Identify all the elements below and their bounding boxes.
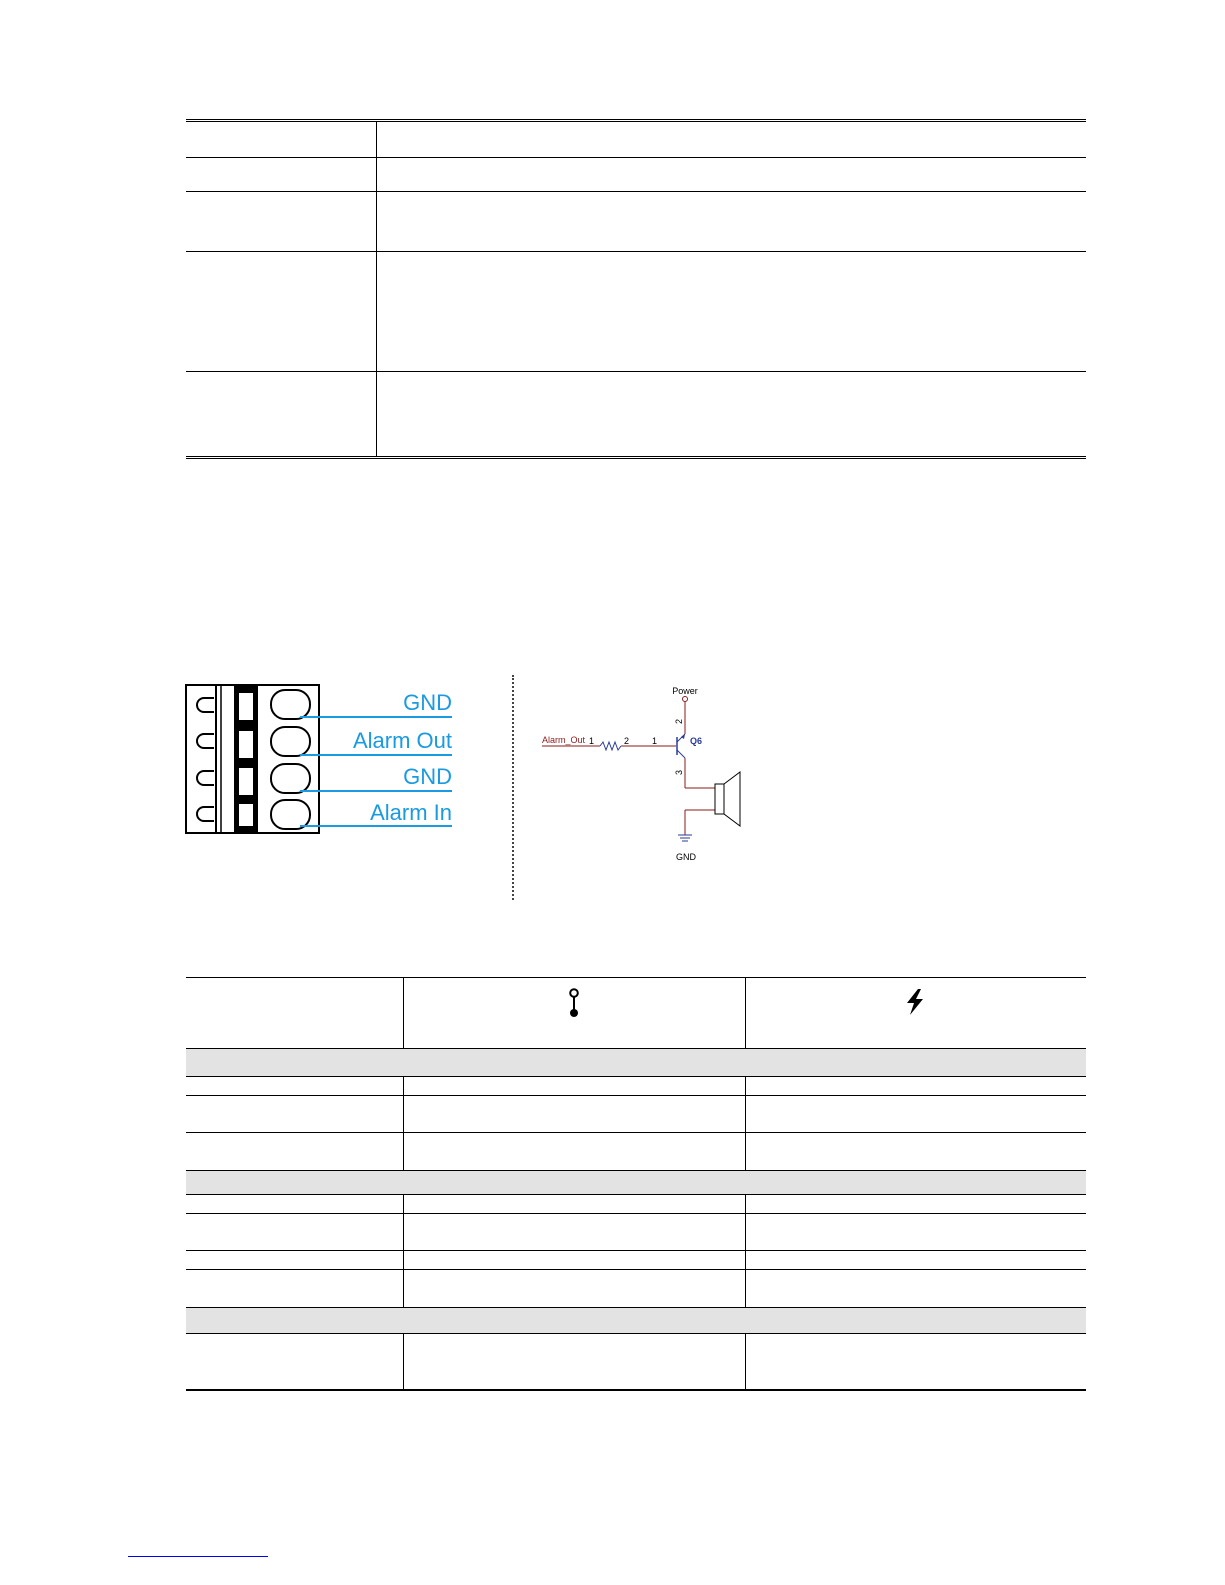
table-row	[186, 1214, 1086, 1251]
section-row	[186, 1171, 1086, 1195]
alarm-wiring-diagram	[180, 670, 800, 905]
section-row	[186, 1049, 1086, 1077]
alarm-out-schematic	[535, 680, 775, 880]
table-row	[186, 372, 1086, 456]
power-label: Power	[672, 686, 698, 696]
transistor-pin-3: 3	[674, 769, 684, 775]
transistor-pin-1: 1	[652, 736, 658, 746]
table-row	[186, 1195, 1086, 1214]
terminal-block-illustration	[180, 670, 510, 845]
transistor-pin-2: 2	[674, 718, 684, 724]
terminal-label-alarm-in: Alarm In	[370, 800, 452, 825]
table-row	[186, 1251, 1086, 1270]
table-row	[186, 122, 1086, 157]
top-table	[186, 119, 1086, 459]
resistor-pin-1: 1	[589, 736, 595, 746]
bottom-table	[186, 977, 1086, 1391]
section-row	[186, 1308, 1086, 1334]
transistor-label: Q6	[690, 736, 703, 746]
table-row	[186, 1334, 1086, 1389]
table-row	[186, 192, 1086, 251]
table-row	[186, 1133, 1086, 1171]
column-divider	[403, 978, 404, 1048]
terminal-label-gnd-2: GND	[403, 764, 452, 789]
resistor-pin-2: 2	[624, 736, 630, 746]
table-row	[186, 1270, 1086, 1308]
wet-contact-icon	[904, 988, 926, 1016]
terminal-label-alarm-out: Alarm Out	[352, 728, 452, 753]
table-row	[186, 158, 1086, 191]
ground-label: GND	[676, 852, 696, 862]
table-row	[186, 252, 1086, 371]
table-row	[186, 1077, 1086, 1096]
footer-link[interactable]	[128, 1556, 268, 1557]
dry-contact-icon	[568, 988, 580, 1018]
table-header-row	[186, 978, 1086, 1049]
terminal-label-gnd-1: GND	[403, 690, 452, 715]
alarm-out-net-label: Alarm_Out	[542, 735, 586, 745]
column-divider	[745, 978, 746, 1048]
diagram-separator	[512, 675, 514, 900]
table-row	[186, 1096, 1086, 1133]
